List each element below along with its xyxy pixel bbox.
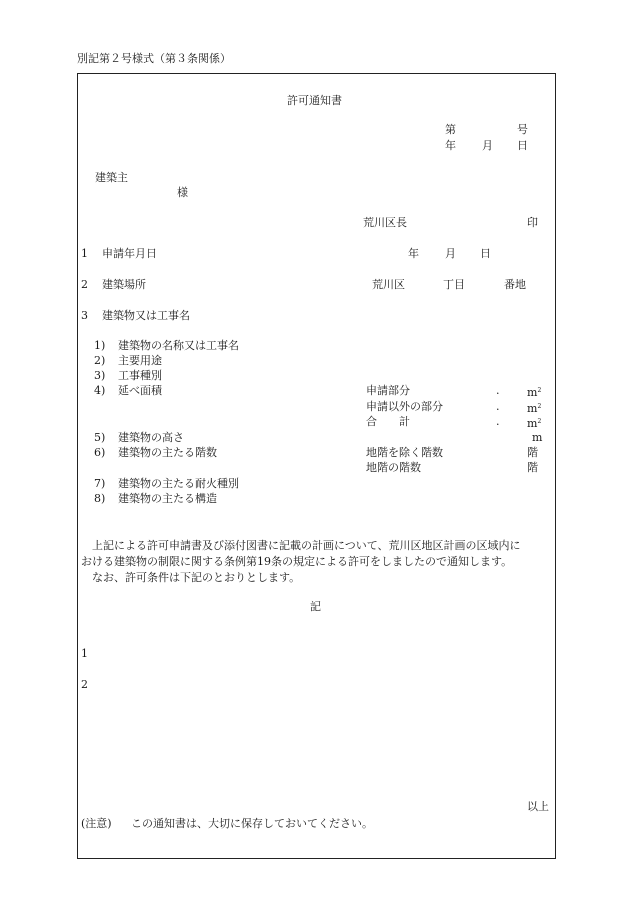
form-title: 許可通知書 [287,94,342,107]
item2-chome: 丁目 [443,278,465,291]
sub-item-number: 6) [94,446,106,459]
body-line-1: 上記による許可申請書及び添付図書に記載の計画について、荒川区地区計画の区域内に [81,539,521,552]
item2-banchi: 番地 [504,278,526,291]
sub-item-label: 建築物の主たる構造 [118,492,217,505]
height-unit: m [532,431,543,444]
number-dai: 第 [445,123,456,136]
issuer-seal: 印 [527,216,538,229]
date-day: 日 [517,139,528,152]
item2-number: 2 [81,278,88,291]
condition-number-2: 2 [81,678,88,691]
item1-label: 申請年月日 [102,247,157,260]
item2-ward: 荒川区 [372,278,405,291]
area-row-decimal: . [496,400,500,413]
floors-basement-unit: 階 [527,461,538,474]
item1-month: 月 [445,247,456,260]
item3-label: 建築物又は工事名 [102,309,190,322]
sub-item-number: 7) [94,477,106,490]
note-text: この通知書は、大切に保存しておいてください。 [131,817,373,830]
sub-item-number: 1) [94,339,106,352]
ijo-closing: 以上 [527,800,549,813]
area-row-unit: $m^2$ [527,402,542,415]
issuer-name: 荒川区長 [363,216,407,229]
item2-label: 建築場所 [102,278,146,291]
date-month: 月 [482,139,493,152]
area-row-unit: $m^2$ [527,417,542,430]
body-line-2: おける建築物の制限に関する条例第19条の規定による許可をしましたので通知します。 [81,555,513,568]
ki-heading: 記 [310,600,321,613]
floors-basement-label: 地階の階数 [366,461,421,474]
sub-item-label: 建築物の名称又は工事名 [118,339,239,352]
item3-number: 3 [81,309,88,322]
note-label: (注意) [81,817,112,830]
sub-item-label: 工事種別 [118,369,162,382]
sub-item-label: 建築物の高さ [118,431,184,444]
number-go: 号 [517,123,528,136]
sub-item-number: 5) [94,431,106,444]
floors-above-unit: 階 [527,446,538,459]
floors-above-label: 地階を除く階数 [366,446,443,459]
addressee-honorific: 様 [177,186,188,199]
sub-item-number: 8) [94,492,106,505]
date-year: 年 [445,139,456,152]
area-row-decimal: . [496,384,500,397]
item1-year: 年 [408,247,419,260]
sub-item-label: 建築物の主たる耐火種別 [118,477,239,490]
sub-item-number: 4) [94,384,106,397]
sub-item-label: 主要用途 [118,354,162,367]
item1-day: 日 [480,247,491,260]
area-row-decimal: . [496,415,500,428]
form-header-note: 別記第２号様式（第３条関係） [77,52,231,65]
notice-form-frame [77,73,556,859]
area-row-label: 申請部分 [366,384,410,397]
area-row-label: 申請以外の部分 [366,400,443,413]
area-row-unit: $m^2$ [527,386,542,399]
sub-item-label: 建築物の主たる階数 [118,446,217,459]
item1-number: 1 [81,247,88,260]
body-line-3: なお、許可条件は下記のとおりとします。 [81,571,301,584]
sub-item-number: 2) [94,354,106,367]
sub-item-number: 3) [94,369,106,382]
sub-item-label: 延べ面積 [118,384,162,397]
area-row-label: 合 計 [366,415,410,428]
condition-number-1: 1 [81,647,88,660]
addressee-label: 建築主 [95,171,128,184]
